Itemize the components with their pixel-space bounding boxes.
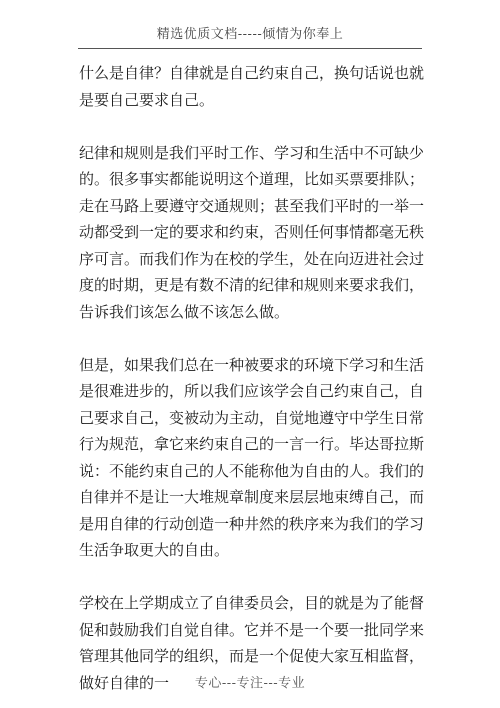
- page-footer: 专心---专注---专业: [194, 676, 306, 691]
- paragraph-discipline-rules: 纪律和规则是我们平时工作、学习和生活中不可缺少的。很多事实都能说明这个道理，比如买票要排队；走在马路上要遵守交通规则；甚至我们平时的一举一动都受到一定的要求和约束，否则任何事情都毫无秩序可言。而我们作为在校的学生，处在向迈进社会过度的时期，更是有数不清的纪律和规则来要求我们，告诉我们该怎么做不该怎么做。: [79, 143, 425, 321]
- document-body: [79, 60, 424, 696]
- paragraph-definition: 什么是自律？自律就是自己约束自己，换句话说也就是要自己要求自己。: [79, 64, 425, 109]
- paragraph-self-discipline: 但是，如果我们总在一种被要求的环境下学习和生活是很难进步的，所以我们应该学会自己约束自己，自己要求自己，变被动为主动，自觉地遵守中学生日常行为规范，拿它来约束自己的一言一行。毕达哥拉斯说：不能约束自己的人不能称他为自由的人。我们的自律并不是让一大堆规章制度来层层地束缚自己，而是用自律的行动创造一种井然的秩序来为我们的学习生活争取更大的自由。: [79, 355, 425, 559]
- paragraph-committee: 学校在上学期成立了自律委员会，目的就是为了能督促和鼓励我们自觉自律。它并不是一个要一批同学来管理其他同学的组织，而是一个促使大家互相监督，做好自律的一: [79, 594, 425, 692]
- page-header: 精选优质文档-----倾情为你奉上: [78, 26, 422, 49]
